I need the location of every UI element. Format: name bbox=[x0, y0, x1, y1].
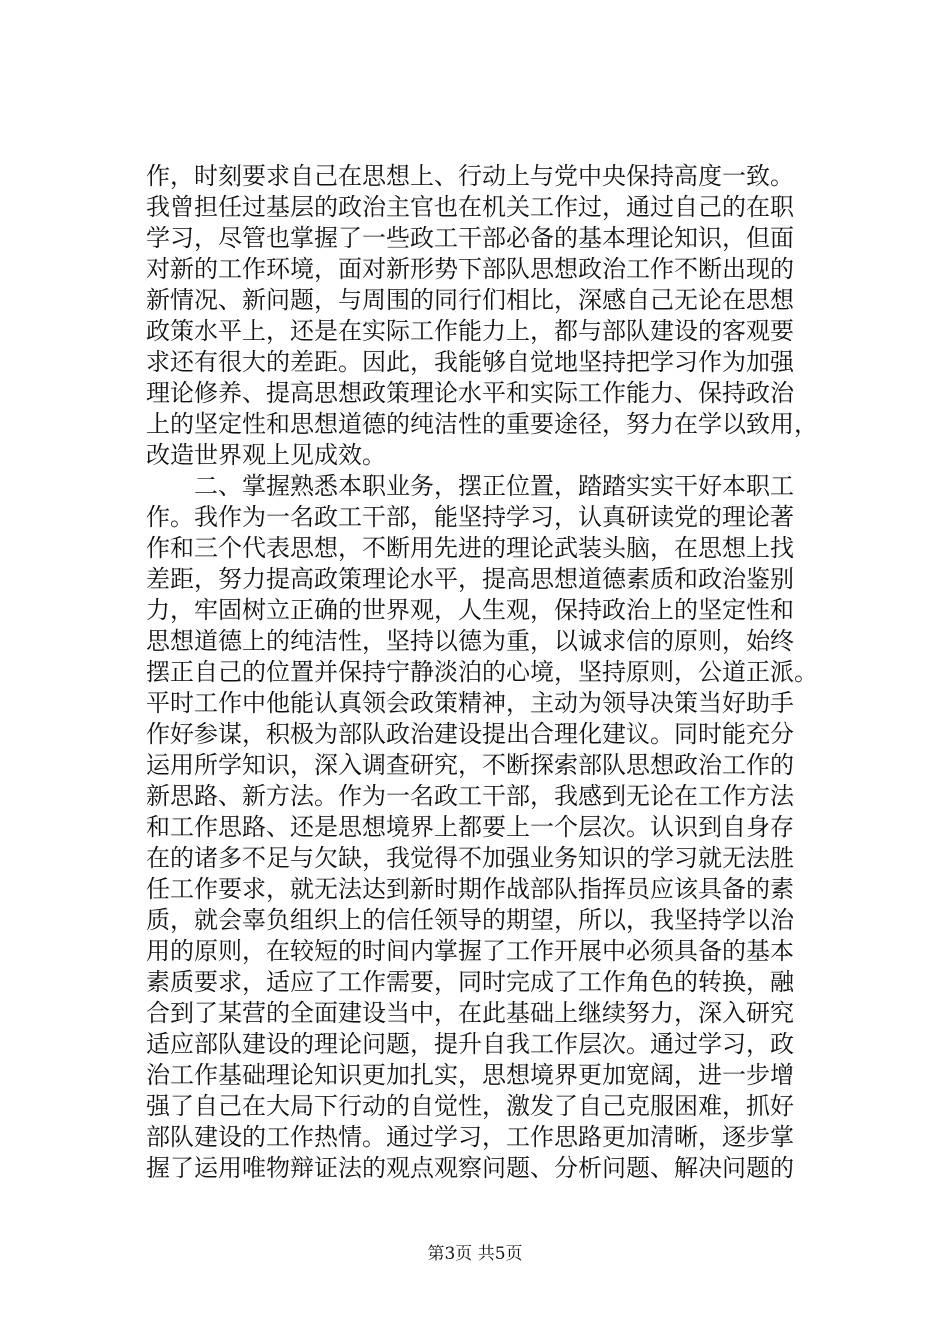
body-text-line: 思想道德上的纯洁性，坚持以德为重，以诚求信的原则，始终 bbox=[146, 627, 794, 655]
body-text-line: 任工作要求，就无法达到新时期作战部队指挥员应该具备的素 bbox=[146, 875, 794, 903]
body-text-line: 素质要求，适应了工作需要，同时完成了工作角色的转换，融 bbox=[146, 968, 794, 996]
body-text-line: 对新的工作环境，面对新形势下部队思想政治工作不断出现的 bbox=[146, 255, 794, 283]
body-text-line: 运用所学知识，深入调查研究，不断探索部队思想政治工作的 bbox=[146, 751, 794, 779]
body-text-line: 合到了某营的全面建设当中，在此基础上继续努力，深入研究 bbox=[146, 999, 794, 1027]
body-text-line: 新思路、新方法。作为一名政工干部，我感到无论在工作方法 bbox=[146, 782, 794, 810]
body-text-line: 求还有很大的差距。因此，我能够自觉地坚持把学习作为加强 bbox=[146, 348, 794, 376]
body-text-line: 握了运用唯物辩证法的观点观察问题、分析问题、解决问题的 bbox=[146, 1154, 794, 1182]
body-text-line: 适应部队建设的理论问题，提升自我工作层次。通过学习，政 bbox=[146, 1030, 794, 1058]
body-text-line: 作。我作为一名政工干部，能坚持学习，认真研读党的理论著 bbox=[146, 503, 794, 531]
body-text-line: 用的原则，在较短的时间内掌握了工作开展中必须具备的基本 bbox=[146, 937, 794, 965]
body-text-line: 质，就会辜负组织上的信任领导的期望，所以，我坚持学以治 bbox=[146, 906, 794, 934]
body-text-line: 和工作思路、还是思想境界上都要上一个层次。认识到自身存 bbox=[146, 813, 794, 841]
body-text-line: 二、掌握熟悉本职业务，摆正位置，踏踏实实干好本职工 bbox=[146, 472, 794, 500]
body-text-line: 学习，尽管也掌握了一些政工干部必备的基本理论知识，但面 bbox=[146, 224, 794, 252]
body-text-line: 新情况、新问题，与周围的同行们相比，深感自己无论在思想 bbox=[146, 286, 794, 314]
body-text-line: 在的诸多不足与欠缺，我觉得不加强业务知识的学习就无法胜 bbox=[146, 844, 794, 872]
body-text-line: 作，时刻要求自己在思想上、行动上与党中央保持高度一致。 bbox=[146, 162, 794, 190]
body-text-line: 治工作基础理论知识更加扎实，思想境界更加宽阔，进一步增 bbox=[146, 1061, 794, 1089]
body-text-line: 力，牢固树立正确的世界观，人生观，保持政治上的坚定性和 bbox=[146, 596, 794, 624]
body-text-line: 上的坚定性和思想道德的纯洁性的重要途径，努力在学以致用， bbox=[146, 410, 818, 438]
body-text-line: 摆正自己的位置并保持宁静淡泊的心境，坚持原则，公道正派。 bbox=[146, 658, 818, 686]
page-number-footer: 第3页 共5页 bbox=[427, 1244, 523, 1264]
body-text-line: 作和三个代表思想，不断用先进的理论武装头脑，在思想上找 bbox=[146, 534, 794, 562]
body-text-line: 理论修养、提高思想政策理论水平和实际工作能力、保持政治 bbox=[146, 379, 794, 407]
body-text-line: 强了自己在大局下行动的自觉性，激发了自己克服困难，抓好 bbox=[146, 1092, 794, 1120]
body-text-line: 平时工作中他能认真领会政策精神，主动为领导决策当好助手 bbox=[146, 689, 794, 717]
body-text-line: 差距，努力提高政策理论水平，提高思想道德素质和政治鉴别 bbox=[146, 565, 794, 593]
body-text-line: 政策水平上，还是在实际工作能力上，都与部队建设的客观要 bbox=[146, 317, 794, 345]
body-text-line: 我曾担任过基层的政治主官也在机关工作过，通过自己的在职 bbox=[146, 193, 794, 221]
body-text-line: 部队建设的工作热情。通过学习，工作思路更加清晰，逐步掌 bbox=[146, 1123, 794, 1151]
body-text-line: 作好参谋，积极为部队政治建设提出合理化建议。同时能充分 bbox=[146, 720, 794, 748]
body-text-line: 改造世界观上见成效。 bbox=[146, 441, 386, 469]
